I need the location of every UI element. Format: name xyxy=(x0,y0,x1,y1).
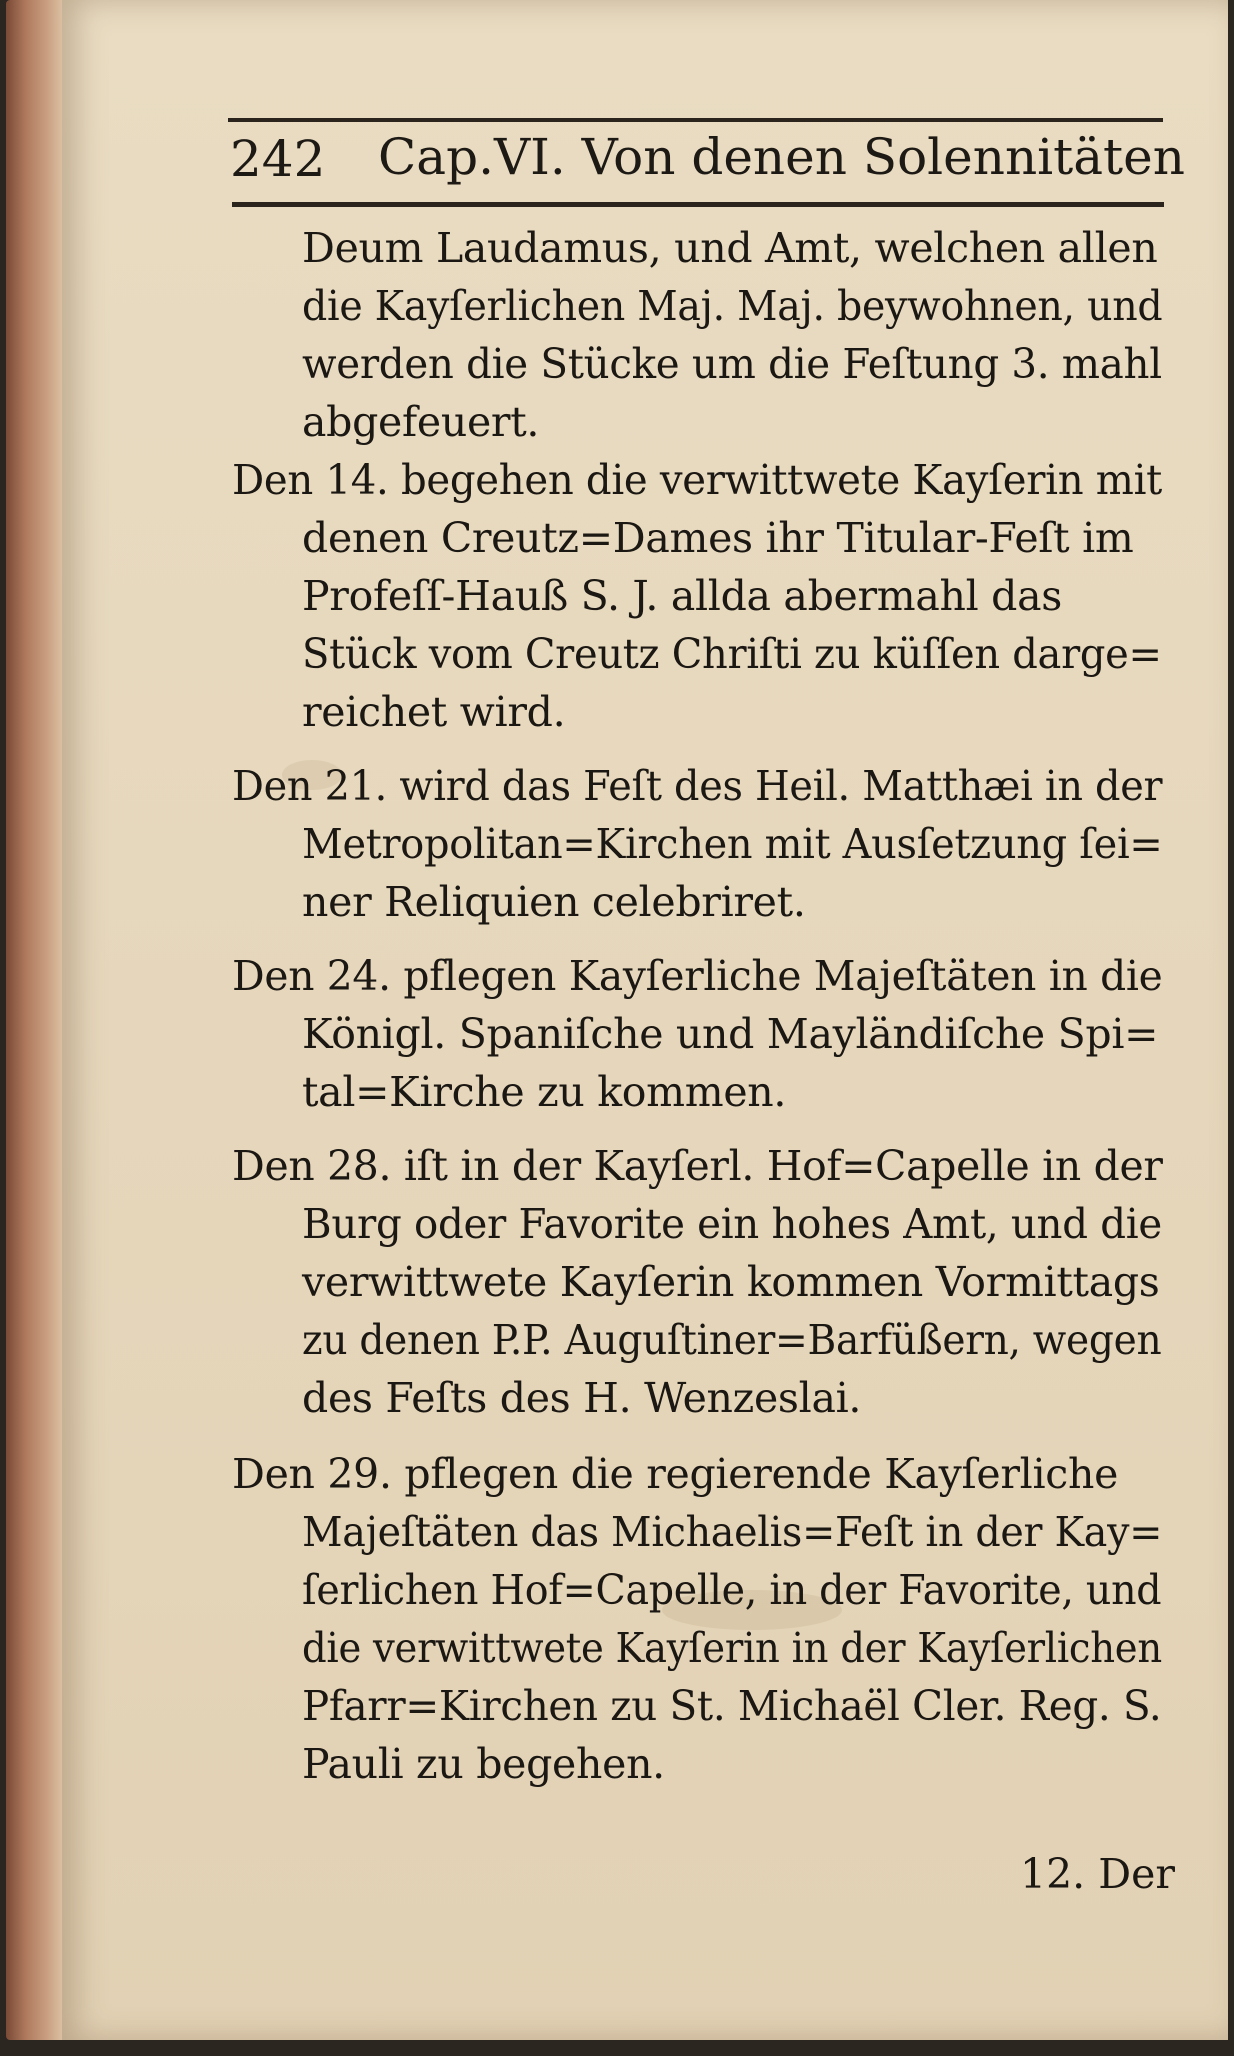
text-line: werden die Stücke um die Feſtung 3. mahl xyxy=(302,340,1162,388)
text-line: Profeſſ-Hauß S. J. allda abermahl das xyxy=(302,572,1062,620)
text-line: Den 24. pflegen Kayſerliche Majeſtäten in die xyxy=(232,952,1163,1000)
text-line: Den 14. begehen die verwittwete Kayſerin mit xyxy=(232,456,1163,504)
text-line: die verwittwete Kayſerin in der Kayſerlichen xyxy=(302,1624,1162,1672)
header-rule-bottom xyxy=(232,202,1164,207)
text-line: denen Creutz=Dames ihr Titular-Feſt im xyxy=(302,514,1134,562)
text-line: Majeſtäten das Michaelis=Feſt in der Kay= xyxy=(302,1508,1163,1556)
text-line: tal=Kirche zu kommen. xyxy=(302,1068,787,1116)
text-line: ner Reliquien celebriret. xyxy=(302,878,806,926)
text-line: Pauli zu begehen. xyxy=(302,1740,665,1788)
header-rule-top xyxy=(228,118,1163,122)
text-line: abgefeuert. xyxy=(302,398,540,446)
text-line: Den 29. pflegen die regierende Kayſerliche xyxy=(232,1450,1119,1498)
book-page-edge xyxy=(6,0,64,2040)
running-head-title: Cap.VI. Von denen Solennitäten xyxy=(378,128,1185,186)
text-line: Pfarr=Kirchen zu St. Michaël Cler. Reg. S. xyxy=(302,1682,1162,1730)
text-line: Den 28. iſt in der Kayſerl. Hof=Capelle in der xyxy=(232,1142,1163,1190)
text-line: Deum Laudamus, und Amt, welchen allen xyxy=(302,224,1158,272)
text-line: des Feſts des H. Wenzeslai. xyxy=(302,1374,862,1422)
text-line: reichet wird. xyxy=(302,688,566,736)
text-line: ſerlichen Hof=Capelle, in der Favorite, und xyxy=(302,1566,1162,1614)
text-line: Königl. Spaniſche und Mayländiſche Spi= xyxy=(302,1010,1159,1058)
text-line: Stück vom Creutz Chriſti zu küſſen darge= xyxy=(302,630,1162,678)
text-line: Den 21. wird das Feſt des Heil. Matthæi in der xyxy=(232,762,1163,810)
catchword: 12. Der xyxy=(1020,1850,1175,1898)
text-line: die Kayſerlichen Maj. Maj. beywohnen, und xyxy=(302,282,1163,330)
text-line: verwittwete Kayſerin kommen Vormittags xyxy=(302,1258,1160,1306)
page-number: 242 xyxy=(230,130,326,188)
text-line: Burg oder Favorite ein hohes Amt, und die xyxy=(302,1200,1162,1248)
text-line: zu denen P.P. Auguſtiner=Barfüßern, wegen xyxy=(302,1316,1162,1364)
text-line: Metropolitan=Kirchen mit Ausſetzung ſei= xyxy=(302,820,1163,868)
